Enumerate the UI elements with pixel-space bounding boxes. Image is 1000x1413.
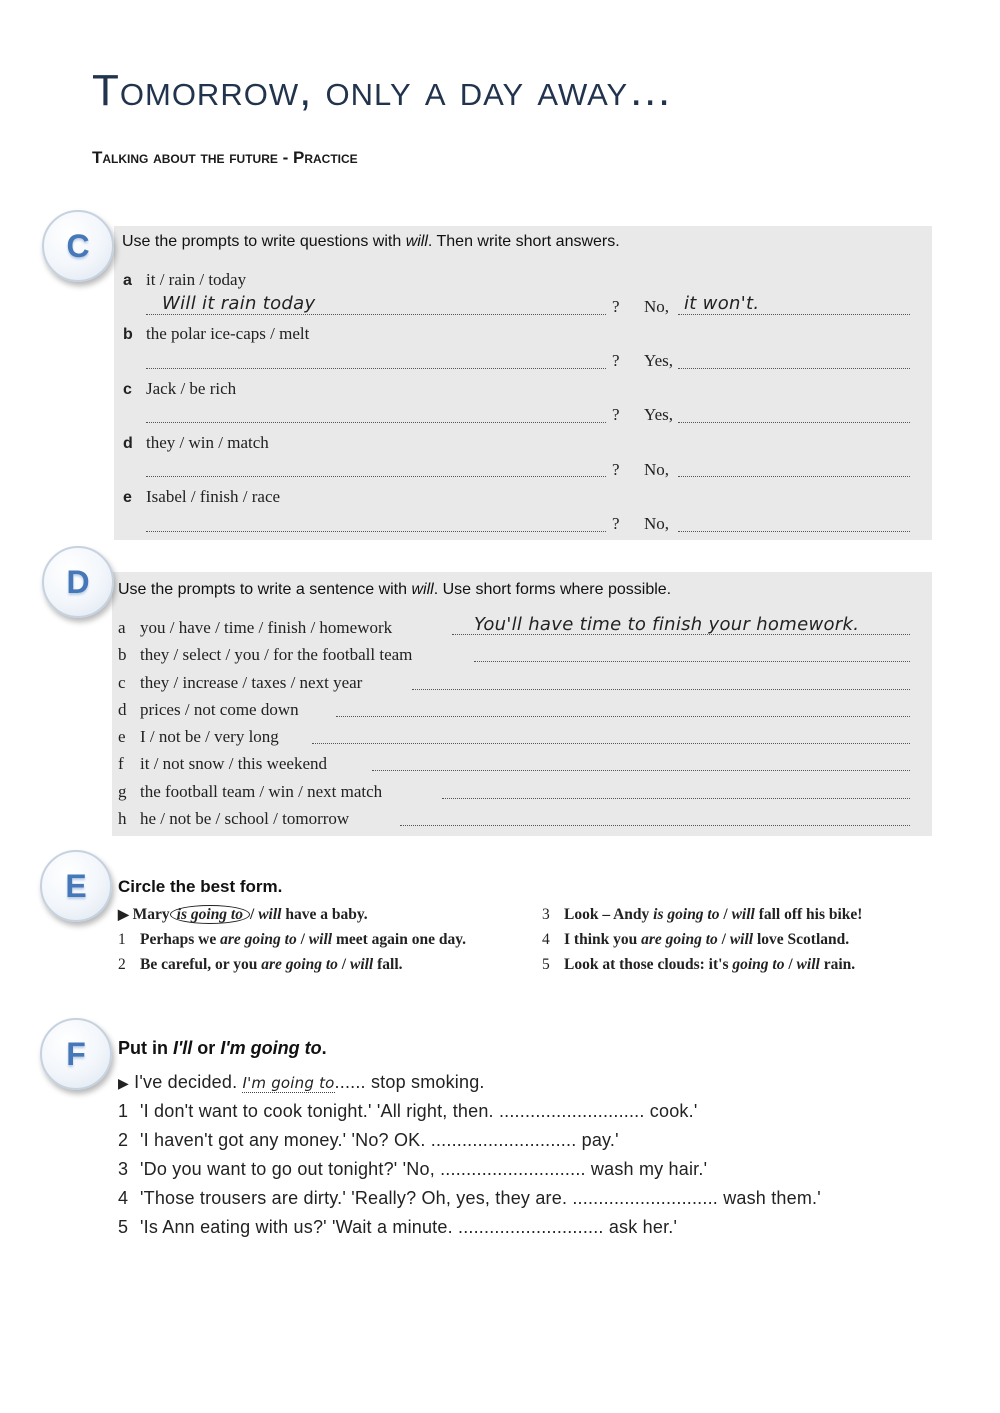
answer-label: Yes, (644, 351, 673, 370)
list-item: 4 'Those trousers are dirty.' 'Really? Oh, yes, they are. ............................ wash them.' (118, 1188, 821, 1208)
answer-line[interactable] (678, 368, 910, 369)
question-line[interactable] (146, 531, 606, 532)
item-prompt: you / have / time / finish / homework (140, 618, 393, 637)
item-prompt: they / select / you / for the football team (140, 645, 413, 664)
section-d-instruction: Use the prompts to write a sentence with will. Use short forms where possible. (118, 581, 672, 598)
answer-line[interactable] (312, 743, 910, 744)
item-prompt: prices / not come down (140, 700, 299, 719)
short-answer[interactable]: it won't. (684, 293, 760, 314)
answer-line[interactable] (336, 716, 910, 717)
answer-blank[interactable]: ............................ (572, 1188, 718, 1208)
answer-line[interactable] (678, 476, 910, 477)
section-c-badge: C (42, 210, 114, 282)
answer-line[interactable] (412, 689, 910, 690)
triangle-icon: ▶ (118, 1075, 129, 1091)
item-prompt: they / increase / taxes / next year (140, 673, 363, 692)
item-letter: a (123, 272, 132, 289)
answer-line[interactable] (400, 825, 910, 826)
option-going-to[interactable]: are going to (261, 956, 338, 973)
question-line[interactable] (146, 368, 606, 369)
example-item: ▶ Mary is going to / will have a baby. (118, 906, 368, 923)
item-letter: c (123, 381, 132, 398)
answer-label: Yes, (644, 405, 673, 424)
list-item: 1 'I don't want to cook tonight.' 'All right, then. ............................ cook.' (118, 1101, 698, 1121)
item-letter: b (123, 326, 133, 343)
option-going-to[interactable]: is going to (653, 906, 720, 923)
answer-line[interactable] (452, 634, 910, 635)
answer-line[interactable] (678, 422, 910, 423)
item-letter: e (123, 489, 132, 506)
section-f-heading: Put in I'll or I'm going to. (118, 1038, 327, 1058)
list-item: 4 I think you are going to / will love Scotland. (542, 931, 850, 948)
triangle-icon: ▶ (118, 908, 129, 923)
page-subtitle: Talking about the future - Practice (92, 148, 358, 167)
option-going-to[interactable]: are going to (220, 931, 297, 948)
answer-line[interactable] (474, 661, 910, 662)
item-letter: h (118, 809, 127, 828)
item-prompt: Jack / be rich (146, 379, 237, 398)
question-line[interactable] (146, 422, 606, 423)
option-will[interactable]: will (349, 956, 374, 973)
item-letter: e (118, 727, 126, 746)
option-will[interactable]: will (308, 931, 333, 948)
question-mark: ? (612, 460, 620, 479)
list-item: 3 Look – Andy is going to / will fall off his bike! (542, 906, 863, 923)
question-mark: ? (612, 405, 620, 424)
list-item: 2 Be careful, or you are going to / will fall. (118, 956, 403, 973)
section-f-badge: F (40, 1018, 112, 1090)
item-prompt: it / rain / today (146, 270, 247, 289)
list-item: 1 Perhaps we are going to / will meet again one day. (118, 931, 466, 948)
section-c-instruction: Use the prompts to write questions with will. Then write short answers. (122, 233, 620, 250)
answer-blank[interactable]: ............................ (430, 1130, 577, 1150)
section-e-badge: E (40, 850, 112, 922)
question-mark: ? (612, 351, 620, 370)
answer-line[interactable] (678, 314, 910, 315)
page-title: Tomorrow, only a day away… (92, 66, 674, 115)
item-letter: d (118, 700, 127, 719)
option-going-to[interactable]: are going to (641, 931, 718, 948)
option-will[interactable]: will (731, 906, 755, 923)
item-letter: c (118, 673, 126, 692)
item-prompt: I / not be / very long (140, 727, 279, 746)
item-prompt: the football team / win / next match (140, 782, 383, 801)
answer-line[interactable] (442, 798, 910, 799)
item-prompt: Isabel / finish / race (146, 487, 281, 506)
item-prompt: they / win / match (146, 433, 269, 452)
list-item: 3 'Do you want to go out tonight?' 'No, ............................ wash my hair.' (118, 1159, 708, 1179)
question-line[interactable] (146, 314, 606, 315)
answer-label: No, (644, 460, 670, 479)
question-answer[interactable]: Will it rain today (162, 293, 316, 314)
example-item: ▶ I've decided. I'm going to...... stop smoking. (118, 1072, 485, 1092)
list-item: 5 'Is Ann eating with us?' 'Wait a minute. ............................ ask her.' (118, 1217, 678, 1237)
answer-line[interactable] (372, 770, 910, 771)
item-prompt: he / not be / school / tomorrow (140, 809, 350, 828)
option-going-to[interactable]: going to (732, 956, 785, 973)
item-letter: f (118, 754, 124, 773)
section-d-badge: D (42, 546, 114, 618)
answer-blank[interactable]: ............................ (458, 1217, 604, 1237)
example-answer: I'm going to (242, 1074, 335, 1092)
item-letter: g (118, 782, 127, 801)
sentence-answer[interactable]: You'll have time to finish your homework. (474, 614, 860, 635)
list-item: 2 'I haven't got any money.' 'No? OK. ............................ pay.' (118, 1130, 619, 1150)
item-letter: d (123, 435, 133, 452)
option-will[interactable]: will (796, 956, 820, 973)
answer-label: No, (644, 297, 670, 316)
item-letter: b (118, 645, 127, 664)
section-e-heading: Circle the best form. (118, 877, 283, 896)
circled-answer: is going to (170, 905, 250, 924)
list-item: 5 Look at those clouds: it's going to / will rain. (542, 956, 856, 973)
item-prompt: the polar ice-caps / melt (146, 324, 310, 343)
question-mark: ? (612, 514, 620, 533)
item-letter: a (118, 618, 126, 637)
answer-label: No, (644, 514, 670, 533)
item-prompt: it / not snow / this weekend (140, 754, 327, 773)
question-line[interactable] (146, 476, 606, 477)
answer-blank[interactable]: ............................ (498, 1101, 645, 1121)
answer-blank[interactable]: ............................ (440, 1159, 586, 1179)
question-mark: ? (612, 297, 620, 316)
option-will[interactable]: will (729, 931, 754, 948)
answer-line[interactable] (678, 531, 910, 532)
